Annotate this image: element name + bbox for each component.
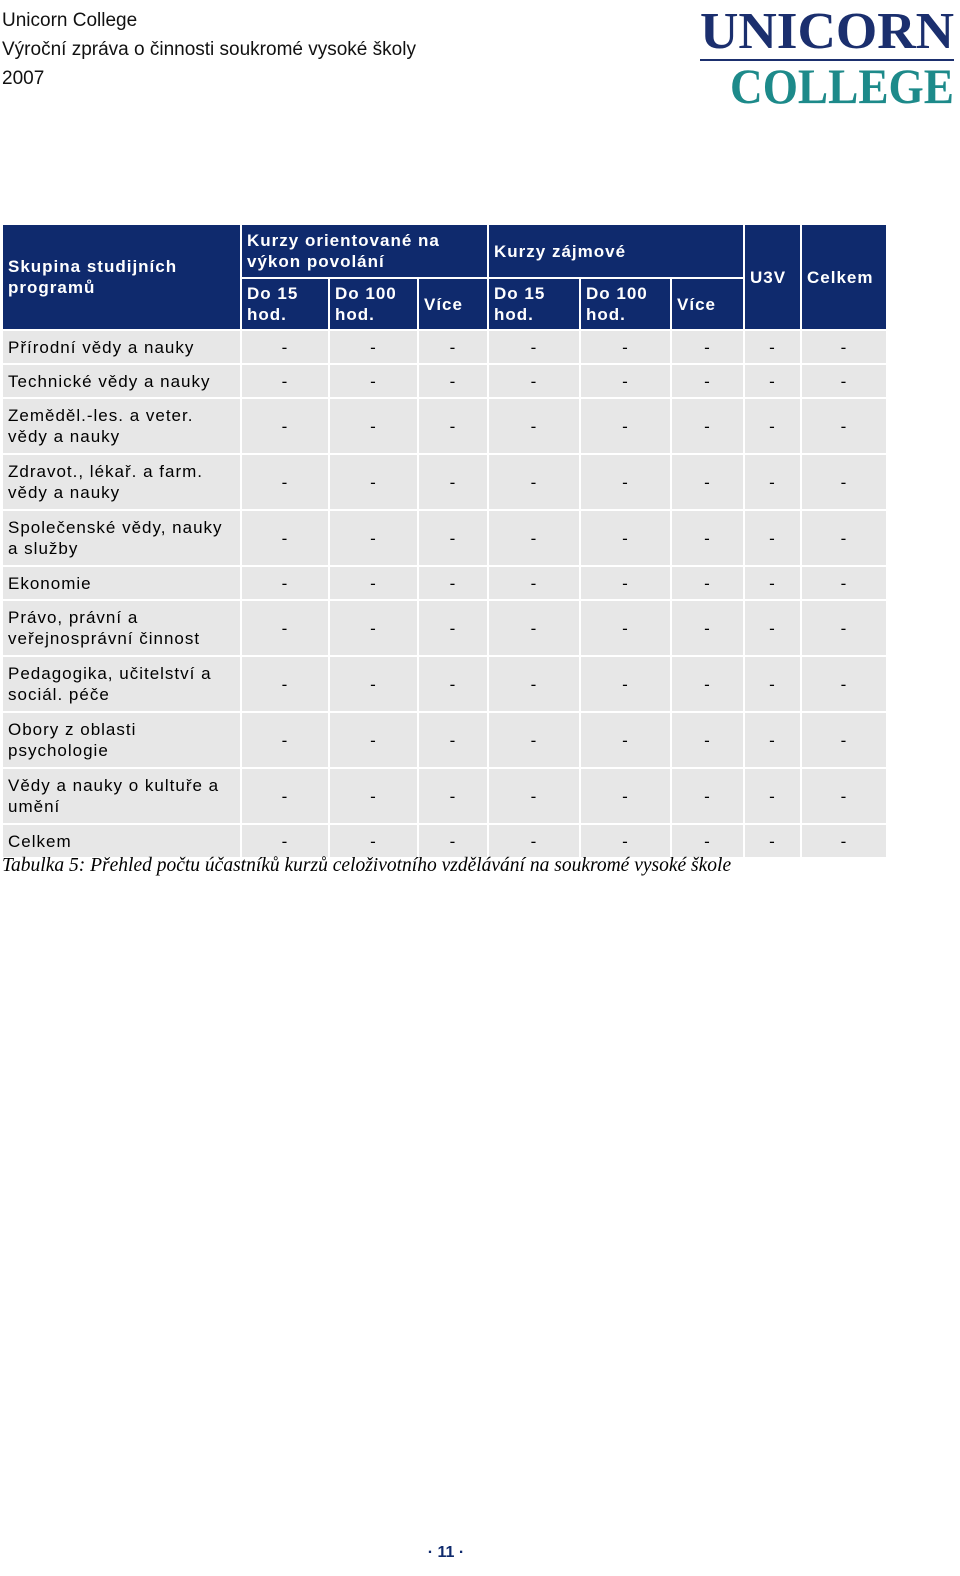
cell-value: - xyxy=(672,713,745,769)
header-report-title: Výroční zpráva o činnosti soukromé vysoké školy xyxy=(2,39,416,60)
header-u3v: U3V xyxy=(745,225,802,331)
cell-value: - xyxy=(489,567,581,601)
cell-value: - xyxy=(330,657,419,713)
cell-value: - xyxy=(745,769,802,825)
cell-value: - xyxy=(672,399,745,455)
cell-value: - xyxy=(419,567,489,601)
row-label: Technické vědy a nauky xyxy=(3,365,242,399)
subheader-prof-more: Více xyxy=(419,279,489,331)
table-row xyxy=(3,455,888,511)
cell-value: - xyxy=(672,657,745,713)
cell-value: - xyxy=(802,365,888,399)
cell-value: - xyxy=(745,365,802,399)
cell-value: - xyxy=(242,825,330,859)
cell-value: - xyxy=(802,399,888,455)
page-number: · 11 · xyxy=(427,1544,465,1561)
cell-value: - xyxy=(489,511,581,567)
cell-value: - xyxy=(802,825,888,859)
header-total: Celkem xyxy=(802,225,888,331)
cell-value: - xyxy=(802,567,888,601)
cell-value: - xyxy=(489,657,581,713)
table-row xyxy=(3,511,888,567)
cell-value: - xyxy=(242,331,330,365)
cell-value: - xyxy=(581,511,672,567)
cell-value: - xyxy=(672,331,745,365)
cell-value: - xyxy=(672,365,745,399)
cell-value: - xyxy=(745,825,802,859)
cell-value: - xyxy=(489,713,581,769)
cell-value: - xyxy=(581,657,672,713)
cell-value: - xyxy=(242,399,330,455)
document-header xyxy=(2,6,416,93)
cell-value: - xyxy=(802,713,888,769)
cell-value: - xyxy=(419,399,489,455)
cell-value: - xyxy=(242,455,330,511)
cell-value: - xyxy=(802,769,888,825)
table-row xyxy=(3,713,888,769)
header-institution: Unicorn College xyxy=(2,10,138,31)
cell-value: - xyxy=(489,331,581,365)
cell-value: - xyxy=(489,365,581,399)
unicorn-college-logo xyxy=(698,4,956,108)
cell-value: - xyxy=(672,567,745,601)
cell-value: - xyxy=(419,365,489,399)
subheader-hobby-100: Do 100 hod. xyxy=(581,279,672,331)
cell-value: - xyxy=(581,769,672,825)
cell-value: - xyxy=(242,601,330,657)
cell-value: - xyxy=(581,825,672,859)
cell-value: - xyxy=(745,455,802,511)
cell-value: - xyxy=(419,455,489,511)
table-row xyxy=(3,601,888,657)
cell-value: - xyxy=(802,455,888,511)
table-caption: Tabulka 5: Přehled počtu účastníků kurzů celoživotního vzdělávání na soukromé vysoké škole xyxy=(2,855,732,876)
cell-value: - xyxy=(330,601,419,657)
cell-value: - xyxy=(489,769,581,825)
cell-value: - xyxy=(330,455,419,511)
cell-value: - xyxy=(672,825,745,859)
cell-value: - xyxy=(581,713,672,769)
cell-value: - xyxy=(242,365,330,399)
subheader-hobby-more: Více xyxy=(672,279,745,331)
cell-value: - xyxy=(489,825,581,859)
cell-value: - xyxy=(419,601,489,657)
row-label: Zdravot., lékař. a farm. vědy a nauky xyxy=(3,455,242,511)
cell-value: - xyxy=(330,399,419,455)
cell-value: - xyxy=(745,511,802,567)
logo-word-college: COLLEGE xyxy=(730,58,954,108)
subheader-prof-15: Do 15 hod. xyxy=(242,279,330,331)
row-label: Vědy a nauky o kultuře a umění xyxy=(3,769,242,825)
cell-value: - xyxy=(745,331,802,365)
subheader-prof-100: Do 100 hod. xyxy=(330,279,419,331)
cell-value: - xyxy=(745,657,802,713)
cell-value: - xyxy=(330,331,419,365)
cell-value: - xyxy=(242,769,330,825)
table-row xyxy=(3,567,888,601)
cell-value: - xyxy=(330,567,419,601)
cell-value: - xyxy=(419,713,489,769)
cell-value: - xyxy=(802,331,888,365)
cell-value: - xyxy=(489,399,581,455)
row-label: Přírodní vědy a nauky xyxy=(3,331,242,365)
cell-value: - xyxy=(581,331,672,365)
cell-value: - xyxy=(745,713,802,769)
cell-value: - xyxy=(242,713,330,769)
logo-word-unicorn: UNICORN xyxy=(700,4,954,60)
cell-value: - xyxy=(330,769,419,825)
cell-value: - xyxy=(330,511,419,567)
cell-value: - xyxy=(419,657,489,713)
cell-value: - xyxy=(802,511,888,567)
table-row xyxy=(3,331,888,365)
cell-value: - xyxy=(581,567,672,601)
cell-value: - xyxy=(330,825,419,859)
cell-value: - xyxy=(745,567,802,601)
cell-value: - xyxy=(672,455,745,511)
cell-value: - xyxy=(581,455,672,511)
row-label: Společenské vědy, nauky a služby xyxy=(3,511,242,567)
table-row xyxy=(3,399,888,455)
cell-value: - xyxy=(419,331,489,365)
row-label: Celkem xyxy=(3,825,242,859)
cell-value: - xyxy=(581,601,672,657)
header-professional-courses: Kurzy orientované na výkon povolání xyxy=(242,225,489,279)
cell-value: - xyxy=(330,713,419,769)
table-row xyxy=(3,365,888,399)
cell-value: - xyxy=(581,399,672,455)
row-label: Právo, právní a veřejnosprávní činnost xyxy=(3,601,242,657)
row-label: Zeměděl.-les. a veter. vědy a nauky xyxy=(3,399,242,455)
table-row-total xyxy=(3,825,888,859)
row-label: Pedagogika, učitelství a sociál. péče xyxy=(3,657,242,713)
cell-value: - xyxy=(489,455,581,511)
cell-value: - xyxy=(242,511,330,567)
cell-value: - xyxy=(802,657,888,713)
cell-value: - xyxy=(672,601,745,657)
cell-value: - xyxy=(745,399,802,455)
cell-value: - xyxy=(330,365,419,399)
header-year: 2007 xyxy=(2,68,45,89)
subheader-hobby-15: Do 15 hod. xyxy=(489,279,581,331)
cell-value: - xyxy=(802,601,888,657)
cell-value: - xyxy=(419,825,489,859)
row-label: Ekonomie xyxy=(3,567,242,601)
cell-value: - xyxy=(242,567,330,601)
cell-value: - xyxy=(242,657,330,713)
cell-value: - xyxy=(672,511,745,567)
row-label: Obory z oblasti psychologie xyxy=(3,713,242,769)
table-row xyxy=(3,769,888,825)
cell-value: - xyxy=(672,769,745,825)
cell-value: - xyxy=(489,601,581,657)
table-row xyxy=(3,657,888,713)
cell-value: - xyxy=(419,769,489,825)
header-hobby-courses: Kurzy zájmové xyxy=(489,225,745,279)
header-group: Skupina studijních programů xyxy=(3,225,242,331)
cell-value: - xyxy=(419,511,489,567)
cell-value: - xyxy=(745,601,802,657)
cz-courses-table xyxy=(3,225,888,859)
cell-value: - xyxy=(581,365,672,399)
